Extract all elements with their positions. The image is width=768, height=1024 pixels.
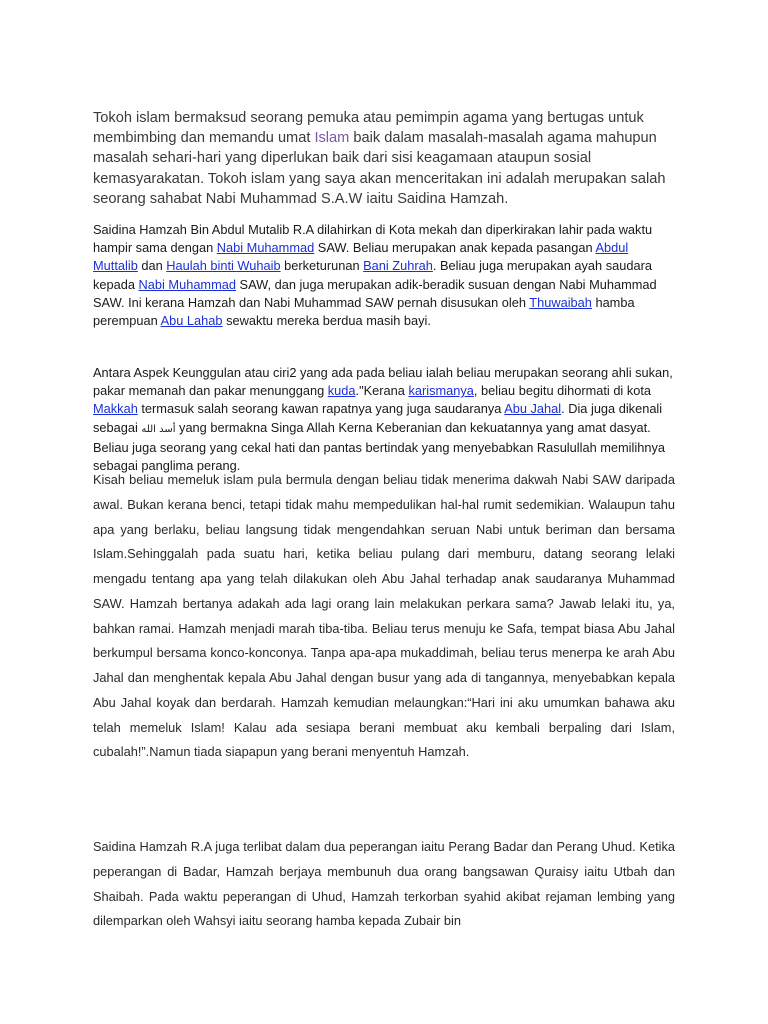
traits-text-f: yang bermakna Singa Allah Kerna Keberanian dan kekuatannya yang amat dasyat. Beliau juga seorang yang cekal hati dan pantas bertindak yang menyebabkan Rasulullah memilihnya sebagai panglima perang. xyxy=(93,419,665,474)
traits-paragraph xyxy=(93,364,675,475)
birth-text-b: SAW. Beliau merupakan anak kepada pasangan xyxy=(314,240,596,256)
link-abu-lahab[interactable]: Abu Lahab xyxy=(160,313,223,329)
link-haulah-binti-wuhaib[interactable]: Haulah binti Wuhaib xyxy=(166,258,281,274)
link-nabi-muhammad-1[interactable]: Nabi Muhammad xyxy=(216,240,315,256)
link-karismanya[interactable]: karismanya xyxy=(408,383,474,399)
arabic-title: أسد الله xyxy=(141,423,176,435)
intro-text-a: Tokoh islam bermaksud seorang pemuka atau pemimpin agama yang bertugas untuk membimbing dan memandu umat xyxy=(93,110,644,147)
traits-text-d: termasuk salah seorang kawan rapatnya yang juga saudaranya xyxy=(137,401,505,417)
birth-paragraph xyxy=(93,221,675,330)
link-abdul-muttalib[interactable]: Abdul Muttalib xyxy=(93,240,629,274)
birth-text-c: dan xyxy=(137,258,167,274)
traits-text-a: Antara Aspek Keunggulan atau ciri2 yang ada pada beliau ialah beliau merupakan seorang ahli sukan, pakar memanah dan pakar menunggang xyxy=(93,365,673,399)
traits-text-c: , beliau begitu dihormati di kota xyxy=(473,383,652,399)
link-bani-zuhrah[interactable]: Bani Zuhrah xyxy=(363,258,433,274)
intro-paragraph xyxy=(93,108,675,209)
birth-text-h: sewaktu mereka berdua masih bayi. xyxy=(222,313,431,329)
birth-text-f: SAW, dan juga merupakan adik-beradik susuan dengan Nabi Muhammad SAW. Ini kerana Hamzah dan Nabi Muhammad SAW pernah disusukan oleh xyxy=(93,276,657,310)
traits-text-e: . Dia juga dikenali sebagai xyxy=(93,401,663,435)
conversion-paragraph: Kisah beliau memeluk islam pula bermula dengan beliau tidak menerima dakwah Nabi SAW daripada awal. Bukan kerana benci, tetapi tidak mahu mempedulikan hal-hal rumit sedemikian. Walaupun tahu apa yang berlaku, beliau langsung tidak mengendahkan seruan Nabi untuk beriman dan bersama Islam.Sehinggalah pada suatu hari, ketika beliau pulang dari memburu, datang seorang lelaki mengadu tentang apa yang telah dilakukan oleh Abu Jahal terhadap anak saudaranya Muhammad SAW. Hamzah bertanya adakah ada lagi orang lain melakukan perkara sama? Jawab lelaki itu, ya, bahkan ramai. Hamzah menjadi marah tiba-tiba. Beliau terus menuju ke Safa, tempat biasa Abu Jahal berkumpul bersama konco-konconya. Tanpa apa-apa mukaddimah, beliau terus menerpa ke arah Abu Jahal dan menghentak kepala Abu Jahal dengan busur yang ada di tangannya, menyebabkan kepala Abu Jahal koyak dan berdarah. Hamzah kemudian melaungkan:“Hari ini aku umumkan bahawa aku telah memeluk Islam! Kalau ada sesiapa berani membuat aku kembali berpaling dari Islam, cubalah!”.Namun tiada siapapun yang berani menyentuh Hamzah. xyxy=(93,472,675,760)
birth-text-a: Saidina Hamzah Bin Abdul Mutalib R.A dilahirkan di Kota mekah dan diperkirakan lahir pada waktu hampir sama dengan xyxy=(93,222,653,256)
birth-text-g: hamba perempuan xyxy=(93,294,635,329)
link-nabi-muhammad-2[interactable]: Nabi Muhammad xyxy=(138,276,236,292)
intro-text-b: baik dalam masalah-masalah agama mahupun masalah sehari-hari yang diperlukan baik dari sisi keagamaan ataupun sosial kemasyarakatan. Tokoh islam yang saya akan menceritakan ini adalah merupakan salah seorang sahabat Nabi Muhammad S.A.W iaitu Saidina Hamzah. xyxy=(93,130,666,207)
birth-text-e: . Beliau juga merupakan ayah saudara kepada xyxy=(93,258,652,292)
birth-text-d: berketurunan xyxy=(280,258,364,274)
battles-paragraph: Saidina Hamzah R.A juga terlibat dalam dua peperangan iaitu Perang Badar dan Perang Uhud. Ketika peperangan di Badar, Hamzah berjaya membunuh dua orang bangsawan Quraisy iaitu Utbah dan Shaibah. Pada waktu peperangan di Uhud, Hamzah terkorban syahid akibat rejaman lembing yang dilemparkan oleh Wahsyi iaitu seorang hamba kepada Zubair bin xyxy=(93,839,675,929)
link-makkah[interactable]: Makkah xyxy=(93,401,138,417)
link-abu-jahal[interactable]: Abu Jahal xyxy=(504,401,562,417)
link-thuwaibah[interactable]: Thuwaibah xyxy=(529,294,592,310)
link-kuda[interactable]: kuda xyxy=(327,383,356,399)
traits-text-b: ."Kerana xyxy=(355,383,409,399)
link-islam[interactable]: Islam xyxy=(314,130,350,147)
